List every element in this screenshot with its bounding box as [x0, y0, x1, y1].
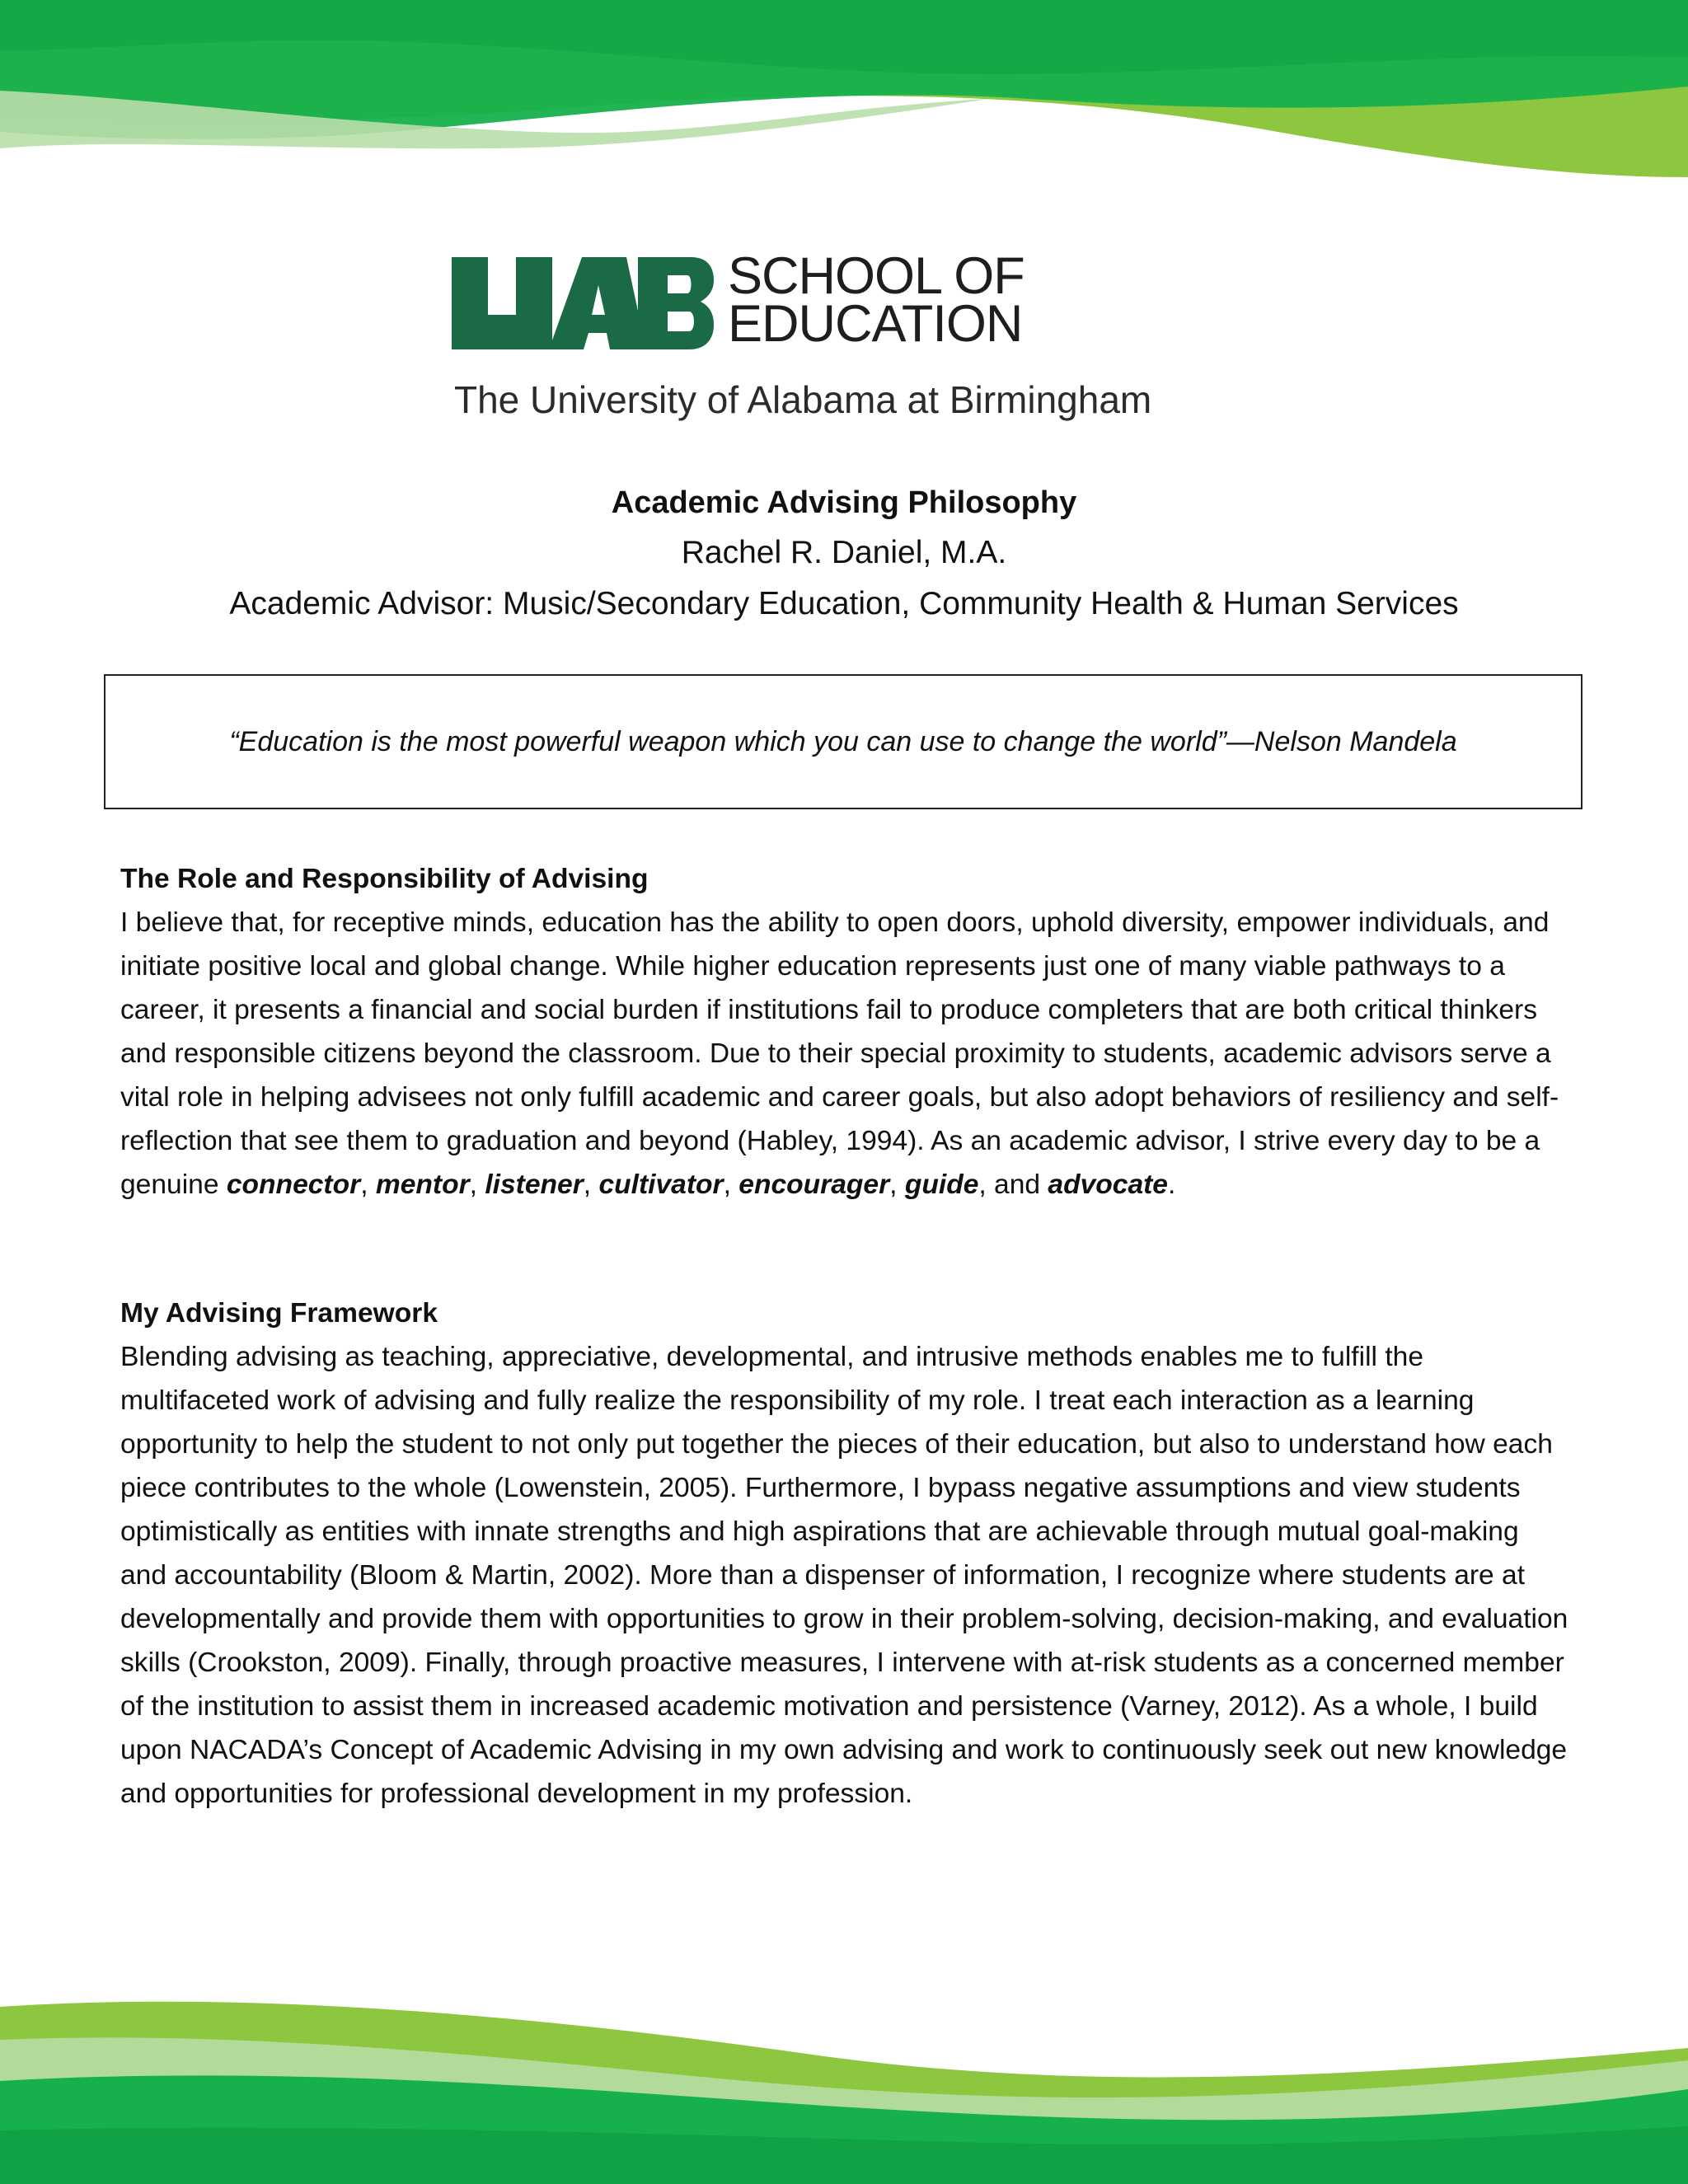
separator: , [469, 1169, 485, 1200]
document-title: Academic Advising Philosophy [611, 485, 1077, 520]
role-term: cultivator [598, 1169, 724, 1200]
university-name: The University of Alabama at Birmingham [454, 378, 1152, 421]
author-name: Rachel R. Daniel, M.A. [681, 535, 1007, 570]
document-heading [0, 478, 1688, 630]
author-role: Academic Advisor: Music/Secondary Education, Community Health & Human Services [229, 586, 1459, 621]
section-paragraph: Blending advising as teaching, appreciative, developmental, and intrusive methods enables me to fulfill the multifaceted work of advising and fully realize the responsibility of my role. I treat each interaction as a learning opportunity to help the student to not only put together the pieces of their education, but also to understand how each piece contributes to the whole (Lowenstein, 2005). Furthermore, I bypass negative assumptions and view students optimistically as entities with innate strengths and high aspirations that are achievable through mutual goal-making and accountability (Bloom & Martin, 2002). More than a dispenser of information, I recognize where students are at developmentally and provide them with opportunities to grow in their problem-solving, decision-making, and evaluation skills (Crookston, 2009). Finally, through proactive measures, I intervene with at-risk students as a concerned member of the institution to assist them in increased academic motivation and persistence (Varney, 2012). As a whole, I build upon NACADA’s Concept of Academic Advising in my own advising and work to continuously seek out new knowledge and opportunities for professional development in my profession. [120, 1342, 1568, 1809]
paragraph-text: I believe that, for receptive minds, education has the ability to open doors, uphold diversity, empower individuals, and initiate positive local and global change. While higher education represents just one of many viable pathways to a career, it presents a financial and social burden if institutions fail to produce completers that are both critical thinkers and responsible citizens beyond the classroom. Due to their special proximity to students, academic advisors serve a vital role in helping advisees not only fulfill academic and career goals, but also adopt behaviors of resiliency and self-reflection that see them to graduation and beyond (Habley, 1994). As an academic advisor, I strive every day to be a genuine [120, 907, 1559, 1200]
end-period: . [1167, 1169, 1176, 1200]
role-term: listener [485, 1169, 584, 1200]
role-term: advocate [1048, 1169, 1168, 1200]
separator: , [583, 1169, 599, 1200]
role-term: encourager [738, 1169, 890, 1200]
role-term: mentor [375, 1169, 470, 1200]
section-role-responsibility [120, 857, 1571, 1207]
section-heading: The Role and Responsibility of Advising [120, 864, 649, 894]
section-paragraph [120, 901, 1571, 1207]
separator: , and [978, 1169, 1048, 1200]
separator: , [360, 1169, 376, 1200]
separator: , [889, 1169, 905, 1200]
section-heading: My Advising Framework [120, 1298, 438, 1329]
role-term: guide [904, 1169, 979, 1200]
quote-box [104, 674, 1582, 809]
education-text: EDUCATION [728, 295, 1023, 353]
section-advising-framework [120, 1291, 1571, 1816]
uab-school-of-education-logo [452, 247, 1243, 430]
top-wave-decoration [0, 0, 1688, 177]
school-of-education-wordmark [728, 247, 1090, 353]
school-of-text: SCHOOL OF [728, 247, 1025, 305]
bottom-wave-decoration [0, 1990, 1688, 2184]
role-term: connector [226, 1169, 361, 1200]
separator: , [723, 1169, 739, 1200]
uab-logo-mark-icon [452, 257, 714, 349]
section-body [120, 901, 1571, 1207]
mandela-quote: “Education is the most powerful weapon which you can use to change the world”—Nelson Mandela [229, 725, 1457, 757]
section-body [120, 1335, 1571, 1816]
